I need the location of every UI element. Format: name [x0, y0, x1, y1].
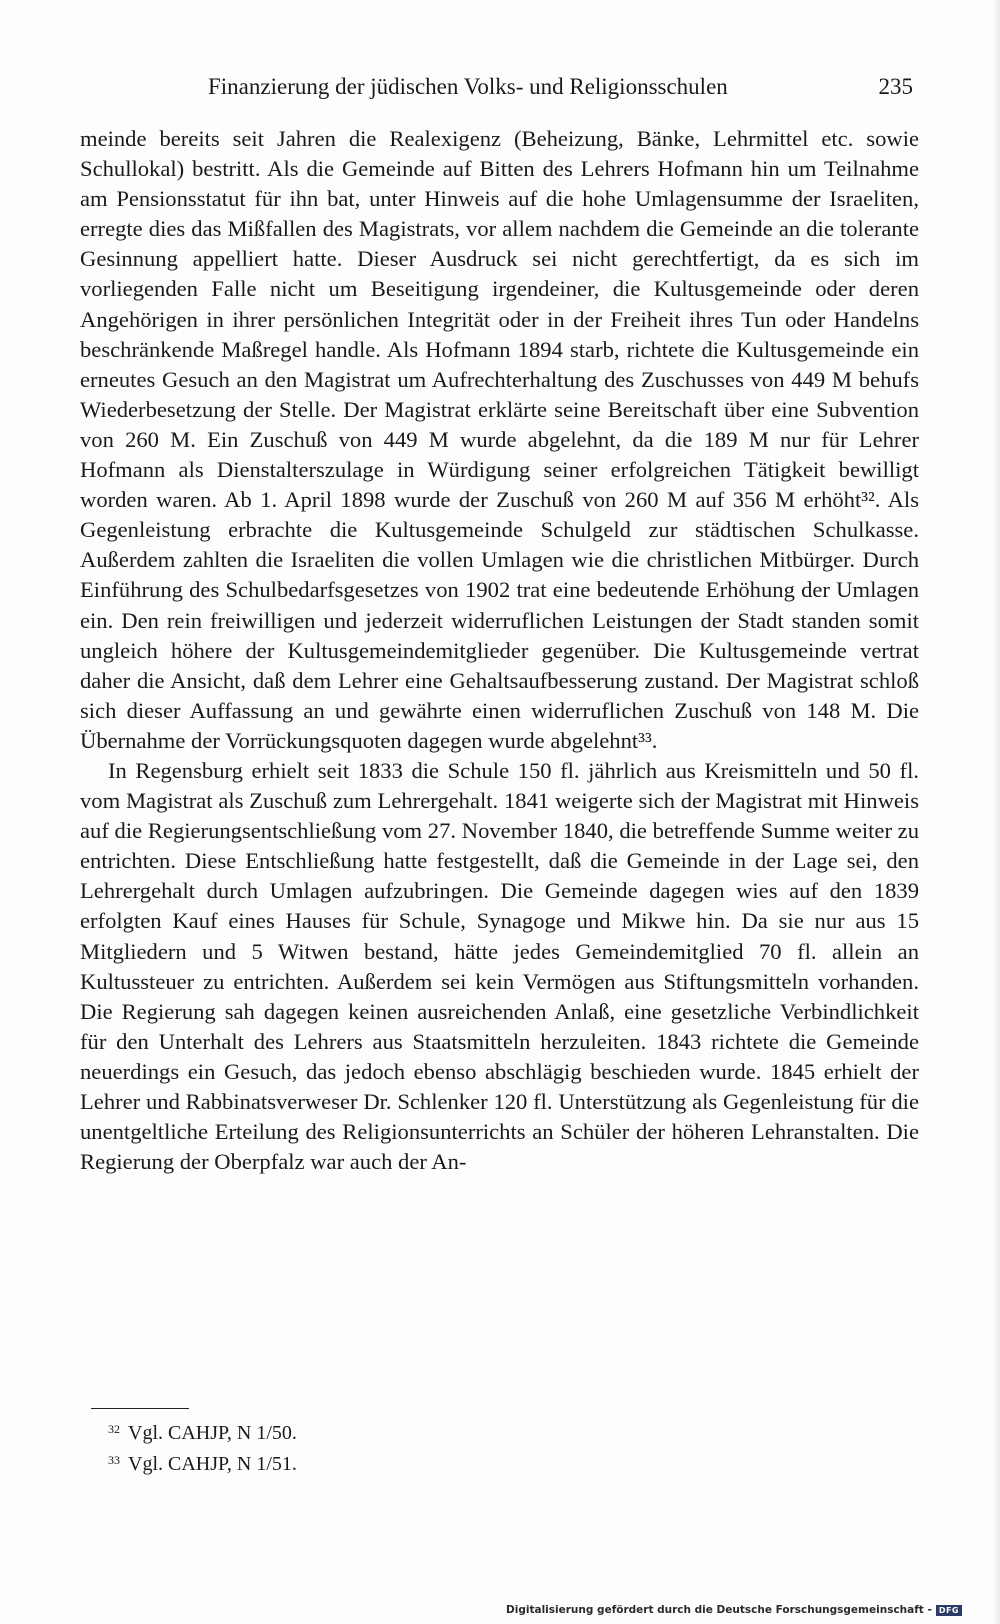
footnotes [108, 1416, 608, 1478]
running-head [208, 70, 913, 104]
footnote-number: 32 [108, 1422, 120, 1436]
credit-text: Digitalisierung gefördert durch die Deutsche Forschungsgemeinschaft - [506, 1604, 932, 1616]
dfg-logo: DFG [936, 1605, 962, 1616]
digitization-credit [506, 1604, 962, 1616]
footnote-32 [108, 1416, 608, 1447]
paragraph-regensburg: In Regensburg erhielt seit 1833 die Schule 150 fl. jährlich aus Kreismitteln und 50 fl. vom Magistrat als Zuschuß zum Lehrergehalt. 1841 weigerte sich der Magistrat mit Hinweis auf die Regierungsentschließung vom 27. November 1840, die betreffende Summe weiter zu entrichten. Diese Entschließung hatte festgestellt, daß die Gemeinde in der Lage sei, den Lehrergehalt durch Umlagen aufzubringen. Die Gemeinde dagegen wies auf den 1839 erfolgten Kauf eines Hauses für Schule, Synagoge und Mikwe hin. Da sie nur aus 15 Mitgliedern und 5 Witwen bestand, hätte jedes Gemeindemitglied 70 fl. allein an Kultussteuer zu entrichten. Außerdem sei kein Vermögen aus Stiftungsmitteln vorhanden. Die Regierung sah dagegen keinen ausreichenden Anlaß, eine gesetzliche Verbindlichkeit für den Unterhalt des Lehrers aus Staatsmitteln herzuleiten. 1843 richtete die Gemeinde neuerdings ein Gesuch, das jedoch ebenso abschlägig beschieden wurde. 1845 erhielt der Lehrer und Rabbinatsverweser Dr. Schlenker 120 fl. Unterstützung als Gegenleistung für die unentgeltliche Erteilung des Religionsunterrichts an Schüler der höheren Lehranstalten. Die Regierung der Oberpfalz war auch der An- [80, 757, 919, 1175]
page-edge-shadow [992, 0, 1000, 1624]
footnote-text: Vgl. CAHJP, N 1/51. [128, 1453, 297, 1475]
footnote-text: Vgl. CAHJP, N 1/50. [128, 1422, 297, 1444]
footnote-33 [108, 1447, 608, 1478]
body-text [80, 124, 919, 1177]
footnote-number: 33 [108, 1453, 120, 1467]
running-title: Finanzierung der jüdischen Volks- und Religionsschulen [208, 74, 728, 99]
footnote-separator [91, 1408, 189, 1409]
paragraph-continued: meinde bereits seit Jahren die Realexigenz (Beheizung, Bänke, Lehrmittel etc. sowie Schullokal) bestritt. Als die Gemeinde auf Bitten des Lehrers Hofmann hin um Teilnahme am Pensionsstatut für ihn bat, unter Hinweis auf die hohe Umlagensumme der Israeliten, erregte dies das Mißfallen des Magistrats, vor allem nachdem die Gemeinde an die tolerante Gesinnung appelliert hatte. Dieser Ausdruck sei nicht gerechtfertigt, da es sich im vorliegenden Falle nicht um Beseitigung irgendeiner, die Kultusgemeinde oder deren Angehörigen in ihrer persönlichen Integrität oder in der Freiheit ihres Tun oder Handelns beschränkende Maßregel handle. Als Hofmann 1894 starb, richtete die Kultusgemeinde ein erneutes Gesuch an den Magistrat um Aufrechterhaltung des Zuschusses von 449 M behufs Wiederbesetzung der Stelle. Der Magistrat erklärte seine Bereitschaft über eine Subvention von 260 M. Ein Zuschuß von 449 M wurde abgelehnt, da die 189 M nur für Lehrer Hofmann als Dienstalterszulage in Würdigung seiner erfolgreichen Tätigkeit bewilligt worden waren. Ab 1. April 1898 wurde der Zuschuß von 260 M auf 356 M erhöht³². Als Gegenleistung erbrachte die Kultusgemeinde Schulgeld zur städtischen Schulkasse. Außerdem zahlten die Israeliten die vollen Umlagen wie die christlichen Mitbürger. Durch Einführung des Schulbedarfsgesetzes von 1902 trat eine bedeutende Erhöhung der Umlagen ein. Den rein freiwilligen und jederzeit widerruflichen Leistungen der Stadt standen somit ungleich höhere der Kultusgemeindemitglieder gegenüber. Die Kultusgemeinde vertrat daher die Ansicht, daß dem Lehrer eine Gehaltsaufbesserung zustand. Der Magistrat schloß sich dieser Auffassung an und gewährte einen widerruflichen Zuschuß von 148 M. Die Übernahme der Vorrückungsquoten dagegen wurde abgelehnt³³. [80, 126, 919, 753]
page-number: 235 [878, 74, 913, 99]
